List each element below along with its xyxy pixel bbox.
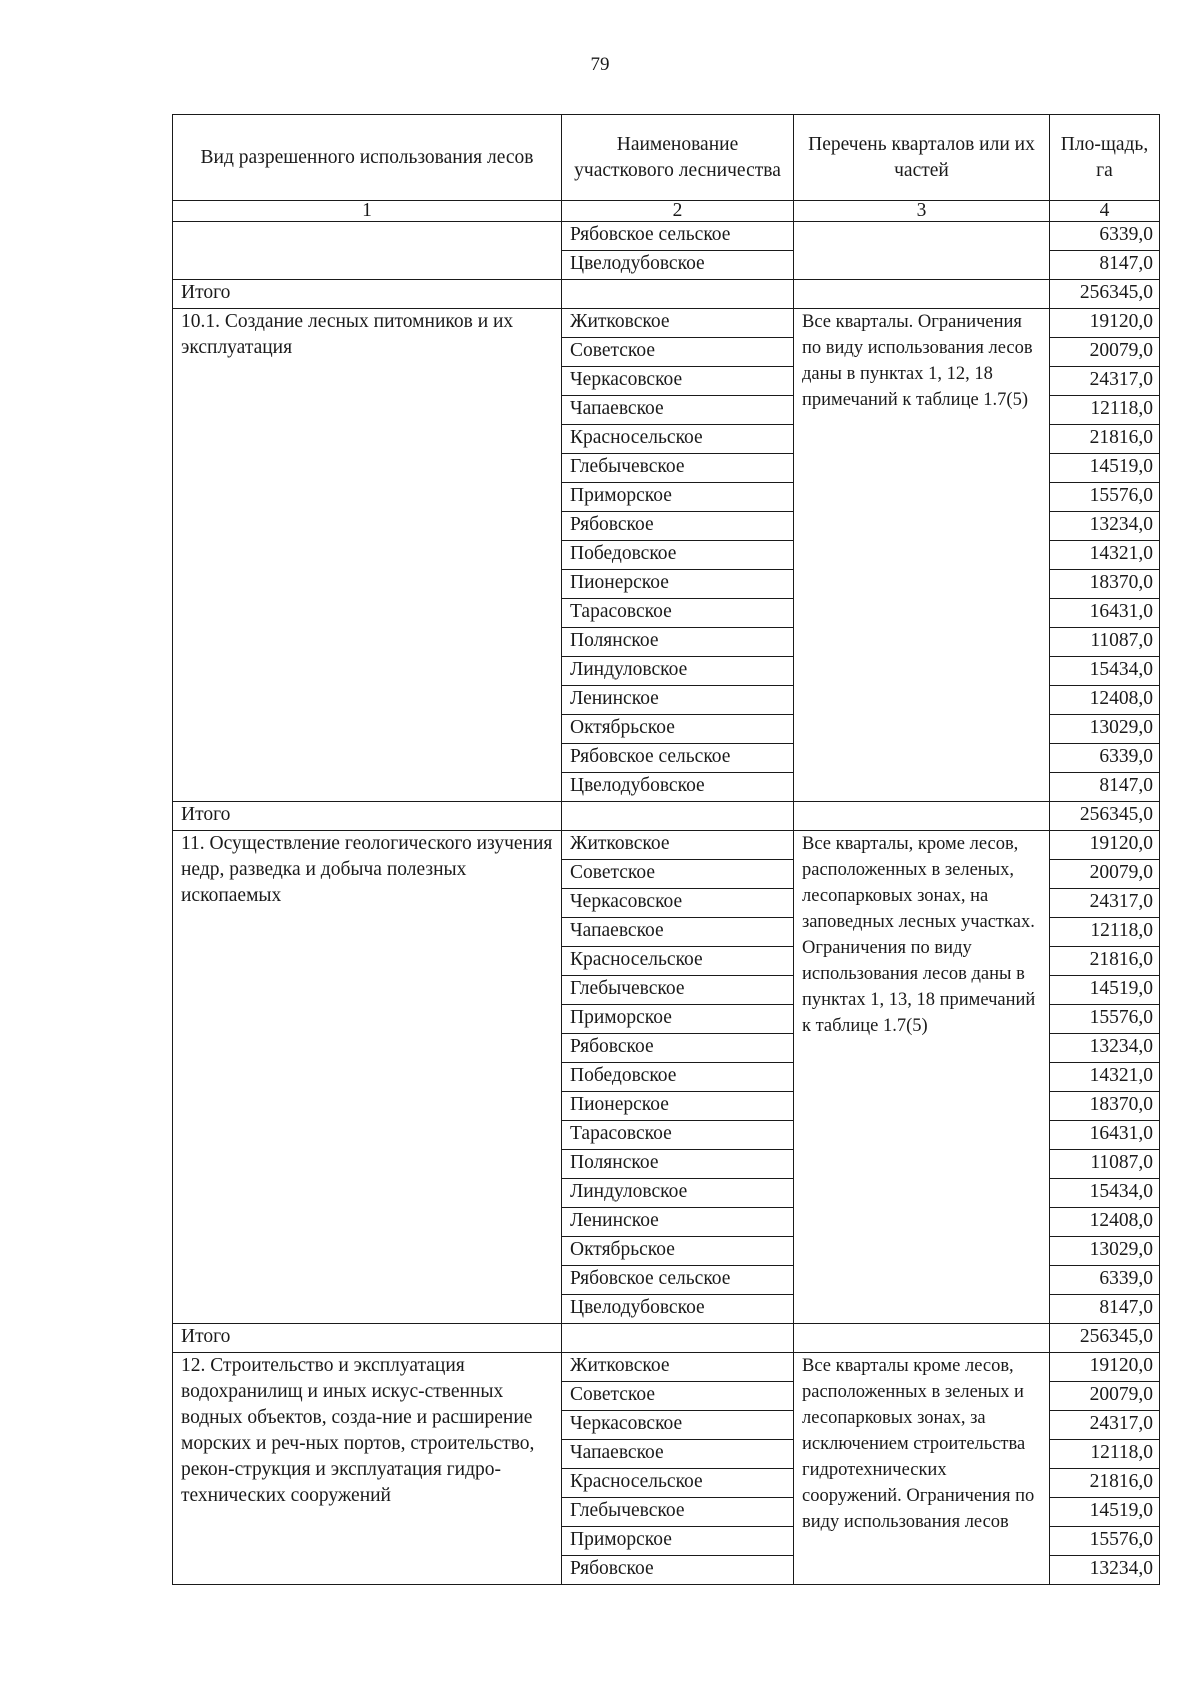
district-name: Цвелодубовское: [562, 773, 794, 802]
district-name: Чапаевское: [562, 918, 794, 947]
district-area: 13029,0: [1050, 1237, 1160, 1266]
column-number: 3: [794, 201, 1050, 222]
district-name: Глебычевское: [562, 976, 794, 1005]
district-name: Глебычевское: [562, 454, 794, 483]
total-label: Итого: [173, 1324, 562, 1353]
district-name: Победовское: [562, 1063, 794, 1092]
district-name: Рябовское сельское: [562, 222, 794, 251]
district-area: 6339,0: [1050, 1266, 1160, 1295]
district-area: 20079,0: [1050, 1382, 1160, 1411]
district-name: Приморское: [562, 1005, 794, 1034]
table-body: [173, 222, 1160, 1585]
total-area: 256345,0: [1050, 280, 1160, 309]
district-area: 20079,0: [1050, 860, 1160, 889]
district-name: Красносельское: [562, 425, 794, 454]
total-empty-cell: [794, 280, 1050, 309]
header-district-name: Наименование участкового лесничества: [562, 115, 794, 201]
total-empty-cell: [562, 280, 794, 309]
district-area: 16431,0: [1050, 599, 1160, 628]
column-number: 4: [1050, 201, 1160, 222]
district-name: Красносельское: [562, 947, 794, 976]
header-quarters-list: Перечень кварталов или их частей: [794, 115, 1050, 201]
total-area: 256345,0: [1050, 802, 1160, 831]
total-empty-cell: [794, 1324, 1050, 1353]
district-name: Линдуловское: [562, 657, 794, 686]
district-name: Тарасовское: [562, 1121, 794, 1150]
column-number: 2: [562, 201, 794, 222]
page-number: 79: [590, 54, 610, 75]
district-name: Приморское: [562, 1527, 794, 1556]
district-area: 6339,0: [1050, 744, 1160, 773]
table-row: [173, 831, 1160, 860]
district-area: 8147,0: [1050, 1295, 1160, 1324]
district-name: Рябовское: [562, 512, 794, 541]
district-area: 24317,0: [1050, 1411, 1160, 1440]
use-type-empty-cell: [173, 222, 562, 280]
district-area: 15576,0: [1050, 483, 1160, 512]
column-number: 1: [173, 201, 562, 222]
header-use-type: Вид разрешенного использования лесов: [173, 115, 562, 201]
use-type-title: 12. Строительство и эксплуатация водохранилищ и иных искус-ственных водных объектов, созда-ние и расширение морских и реч-ных портов, строительство, рекон-струкция и эксплуатация гидро-технических сооружений: [173, 1353, 562, 1585]
district-area: 14519,0: [1050, 454, 1160, 483]
district-area: 12118,0: [1050, 396, 1160, 425]
district-area: 8147,0: [1050, 773, 1160, 802]
district-area: 6339,0: [1050, 222, 1160, 251]
district-name: Рябовское: [562, 1556, 794, 1585]
district-area: 12118,0: [1050, 918, 1160, 947]
district-name: Приморское: [562, 483, 794, 512]
use-type-title: 10.1. Создание лесных питомников и их эксплуатация: [173, 309, 562, 802]
district-name: Черкасовское: [562, 1411, 794, 1440]
district-area: 21816,0: [1050, 947, 1160, 976]
district-area: 14519,0: [1050, 1498, 1160, 1527]
district-area: 14321,0: [1050, 541, 1160, 570]
district-name: Цвелодубовское: [562, 251, 794, 280]
total-empty-cell: [562, 802, 794, 831]
district-area: 19120,0: [1050, 1353, 1160, 1382]
district-name: Советское: [562, 338, 794, 367]
total-label: Итого: [173, 802, 562, 831]
quarters-empty-cell: [794, 222, 1050, 280]
quarters-description: Все кварталы кроме лесов, расположенных в зеленых и лесопарковых зонах, за исключением строительства гидротехнических сооружений. Ограничения по виду использования лесов: [794, 1353, 1050, 1585]
district-name: Полянское: [562, 1150, 794, 1179]
table-row: [173, 309, 1160, 338]
district-name: Рябовское: [562, 1034, 794, 1063]
district-area: 12408,0: [1050, 686, 1160, 715]
district-area: 14519,0: [1050, 976, 1160, 1005]
district-name: Октябрьское: [562, 1237, 794, 1266]
district-name: Черкасовское: [562, 889, 794, 918]
district-name: Октябрьское: [562, 715, 794, 744]
district-name: Красносельское: [562, 1469, 794, 1498]
district-name: Полянское: [562, 628, 794, 657]
district-name: Линдуловское: [562, 1179, 794, 1208]
header-area: Пло-щадь, га: [1050, 115, 1160, 201]
total-label: Итого: [173, 280, 562, 309]
district-area: 18370,0: [1050, 570, 1160, 599]
district-area: 15576,0: [1050, 1005, 1160, 1034]
quarters-description: Все кварталы. Ограничения по виду использования лесов даны в пунктах 1, 12, 18 примечаний к таблице 1.7(5): [794, 309, 1050, 802]
district-area: 13234,0: [1050, 1034, 1160, 1063]
district-name: Ленинское: [562, 1208, 794, 1237]
district-area: 11087,0: [1050, 628, 1160, 657]
district-name: Пионерское: [562, 570, 794, 599]
district-name: Глебычевское: [562, 1498, 794, 1527]
district-name: Житковское: [562, 831, 794, 860]
district-area: 19120,0: [1050, 309, 1160, 338]
district-name: Ленинское: [562, 686, 794, 715]
district-area: 19120,0: [1050, 831, 1160, 860]
district-name: Пионерское: [562, 1092, 794, 1121]
column-number-row: [173, 201, 1160, 222]
table-row: [173, 222, 1160, 251]
district-name: Житковское: [562, 309, 794, 338]
quarters-description: Все кварталы, кроме лесов, расположенных в зеленых, лесопарковых зонах, на заповедных лесных участках. Ограничения по виду использования лесов даны в пунктах 1, 13, 18 примечаний к таблице 1.7(5): [794, 831, 1050, 1324]
district-area: 15434,0: [1050, 657, 1160, 686]
district-area: 13234,0: [1050, 512, 1160, 541]
total-row: [173, 280, 1160, 309]
district-area: 15434,0: [1050, 1179, 1160, 1208]
district-name: Цвелодубовское: [562, 1295, 794, 1324]
table-row: [173, 1353, 1160, 1382]
district-area: 21816,0: [1050, 1469, 1160, 1498]
district-name: Советское: [562, 1382, 794, 1411]
total-area: 256345,0: [1050, 1324, 1160, 1353]
district-area: 15576,0: [1050, 1527, 1160, 1556]
district-name: Житковское: [562, 1353, 794, 1382]
district-area: 13029,0: [1050, 715, 1160, 744]
district-name: Советское: [562, 860, 794, 889]
district-area: 12118,0: [1050, 1440, 1160, 1469]
district-name: Чапаевское: [562, 1440, 794, 1469]
district-name: Чапаевское: [562, 396, 794, 425]
total-row: [173, 802, 1160, 831]
district-name: Рябовское сельское: [562, 1266, 794, 1295]
district-area: 11087,0: [1050, 1150, 1160, 1179]
use-type-title: 11. Осуществление геологического изучения недр, разведка и добыча полезных ископаемых: [173, 831, 562, 1324]
total-empty-cell: [562, 1324, 794, 1353]
district-name: Рябовское сельское: [562, 744, 794, 773]
district-area: 24317,0: [1050, 367, 1160, 396]
total-empty-cell: [794, 802, 1050, 831]
district-area: 20079,0: [1050, 338, 1160, 367]
district-area: 12408,0: [1050, 1208, 1160, 1237]
district-name: Победовское: [562, 541, 794, 570]
district-area: 14321,0: [1050, 1063, 1160, 1092]
district-area: 24317,0: [1050, 889, 1160, 918]
district-area: 21816,0: [1050, 425, 1160, 454]
district-name: Черкасовское: [562, 367, 794, 396]
forest-use-table: [172, 114, 1160, 1585]
district-area: 13234,0: [1050, 1556, 1160, 1585]
district-area: 16431,0: [1050, 1121, 1160, 1150]
district-name: Тарасовское: [562, 599, 794, 628]
district-area: 18370,0: [1050, 1092, 1160, 1121]
district-area: 8147,0: [1050, 251, 1160, 280]
total-row: [173, 1324, 1160, 1353]
